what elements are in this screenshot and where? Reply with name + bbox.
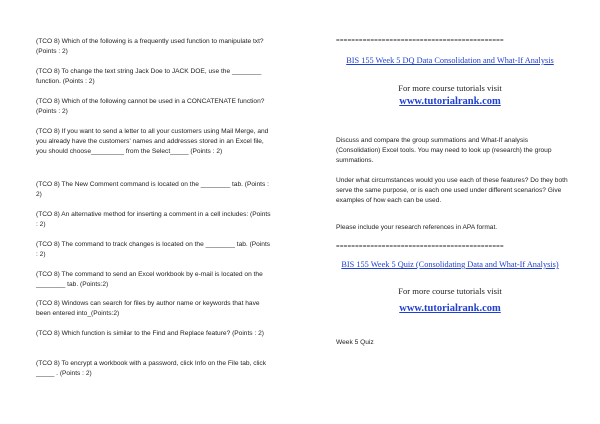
- question-7: (TCO 8) The command to track changes is located on the ________ tab. (Points : 2): [36, 241, 271, 258]
- quiz-label: Week 5 Quiz: [336, 339, 374, 346]
- separator-top: ============================================: [336, 37, 504, 44]
- question-3: (TCO 8) Which of the following cannot be used in a CONCATENATE function? (Points : 2): [36, 98, 265, 115]
- question-2: (TCO 8) To change the text string Jack Doe to JACK DOE, use the ________ function. (Points : 2): [36, 68, 262, 85]
- question-10: (TCO 8) Which function is similar to the Find and Replace feature? (Points : 2): [36, 330, 264, 337]
- visit-text-1: For more course tutorials visit: [398, 83, 502, 93]
- dq-paragraph-2: Under what circumstances would you use each of these features? Do they both serve the same purpose, or is each one used under different scenarios? Give examples of how each can be used.: [336, 177, 568, 204]
- separator-mid: ============================================: [336, 243, 504, 250]
- question-1: (TCO 8) Which of the following is a frequently used function to manipulate txt? (Points : 2): [36, 38, 264, 55]
- quiz-link[interactable]: BIS 155 Week 5 Quiz (Consolidating Data and What-If Analysis): [341, 260, 559, 269]
- question-5: (TCO 8) The New Comment command is located on the ________ tab. (Points : 2): [36, 181, 269, 198]
- question-9: (TCO 8) Windows can search for files by author name or keywords that have been entered into_(Points:2): [36, 300, 260, 317]
- dq-paragraph-3: Please include your research references in APA format.: [336, 224, 498, 231]
- dq-paragraph-1: Discuss and compare the group summations and What-If analysis (Consolidation) Excel tools. You may need to look up (research) the group summations.: [336, 137, 552, 164]
- question-4: (TCO 8) If you want to send a letter to all your customers using Mail Merge, and you already have the customers' names and addresses stored in an Excel file, you should choose_________ from the Select_____ (Points : 2): [36, 128, 269, 155]
- site-link-1[interactable]: www.tutorialrank.com: [399, 96, 501, 107]
- site-link-2[interactable]: www.tutorialrank.com: [399, 303, 501, 314]
- visit-text-2: For more course tutorials visit: [398, 286, 502, 296]
- question-8: (TCO 8) The command to send an Excel workbook by e-mail is located on the ________ tab. (Points:2): [36, 271, 263, 288]
- dq-link[interactable]: BIS 155 Week 5 DQ Data Consolidation and What-If Analysis: [346, 56, 554, 65]
- question-6: (TCO 8) An alternative method for inserting a comment in a cell includes: (Points : 2): [36, 211, 271, 228]
- question-11: (TCO 8) To encrypt a workbook with a password, click Info on the File tab, click _____ . (Points : 2): [36, 360, 267, 377]
